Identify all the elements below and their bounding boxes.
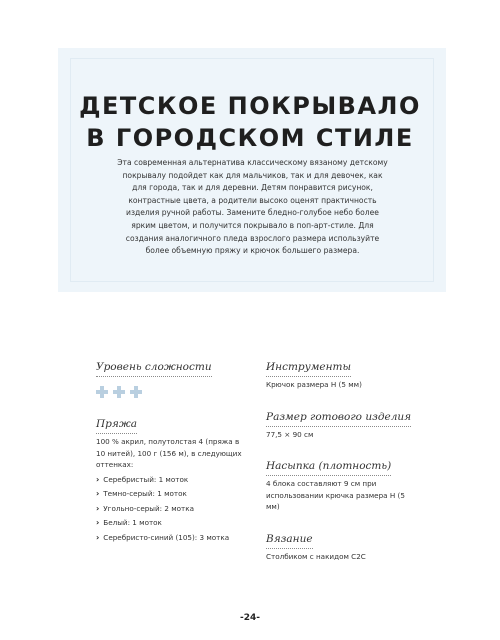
chevron-right-icon: › bbox=[96, 489, 100, 499]
gauge-section bbox=[266, 454, 416, 513]
chevron-right-icon: › bbox=[96, 503, 100, 513]
tools-section bbox=[266, 355, 416, 391]
plus-icon bbox=[113, 386, 125, 398]
plus-icon bbox=[130, 386, 142, 398]
right-column bbox=[266, 355, 416, 576]
yarn-section bbox=[96, 412, 246, 542]
intro-paragraph: Эта современная альтернатива классическому вязаному детскому покрывалу подойдет как для мальчиков, так и для девочек, как для города, так и для деревни. Детям понравится рисунок, контрастные цвета, а родители высоко оценят практичность изделия ручной работы. Замените бледно-голубое небо более ярким цветом, и получится покрывало в поп-арт-стиле. Для создания аналогичного пледа взрослого размера используйте более объемную пряжу и крючок большего размера. bbox=[117, 158, 388, 256]
chevron-right-icon: › bbox=[96, 518, 100, 528]
page-title bbox=[60, 90, 440, 154]
title-line-2: В ГОРОДСКОМ СТИЛЕ bbox=[86, 124, 414, 152]
difficulty-rating bbox=[96, 386, 246, 398]
list-item: › Серебристый: 1 моток bbox=[96, 474, 189, 484]
yarn-description: 100 % акрил, полутолстая 4 (пряжа в 10 нитей), 100 г (156 м), в следующих оттенках: bbox=[96, 437, 242, 469]
list-item: › Серебристо-синий (105): 3 мотка bbox=[96, 532, 230, 542]
size-text: 77,5 × 90 см bbox=[266, 429, 314, 439]
list-item: › Белый: 1 моток bbox=[96, 518, 162, 528]
chevron-right-icon: › bbox=[96, 532, 100, 542]
tools-heading: Инструменты bbox=[266, 361, 351, 377]
knitting-text: Столбиком с накидом С2С bbox=[266, 551, 366, 561]
title-line-1: ДЕТСКОЕ ПОКРЫВАЛО bbox=[79, 92, 421, 120]
gauge-text: 4 блока составляют 9 см при использовании крючка размера Н (5 мм) bbox=[266, 479, 405, 511]
gauge-heading: Насыпка (плотность) bbox=[266, 460, 391, 476]
difficulty-section bbox=[96, 355, 246, 398]
knitting-section bbox=[266, 527, 416, 563]
size-heading: Размер готового изделия bbox=[266, 411, 411, 427]
left-column bbox=[96, 355, 246, 556]
yarn-color-list bbox=[96, 475, 246, 542]
plus-icon bbox=[96, 386, 108, 398]
chevron-right-icon: › bbox=[96, 474, 100, 484]
list-item: › Угольно-серый: 2 мотка bbox=[96, 503, 194, 513]
page-number: -24- bbox=[240, 613, 260, 623]
difficulty-heading: Уровень сложности bbox=[96, 361, 212, 377]
list-item: › Темно-серый: 1 моток bbox=[96, 489, 187, 499]
size-section bbox=[266, 405, 416, 441]
yarn-heading: Пряжа bbox=[96, 418, 137, 434]
tools-text: Крючок размера Н (5 мм) bbox=[266, 380, 362, 389]
knitting-heading: Вязание bbox=[266, 533, 313, 549]
